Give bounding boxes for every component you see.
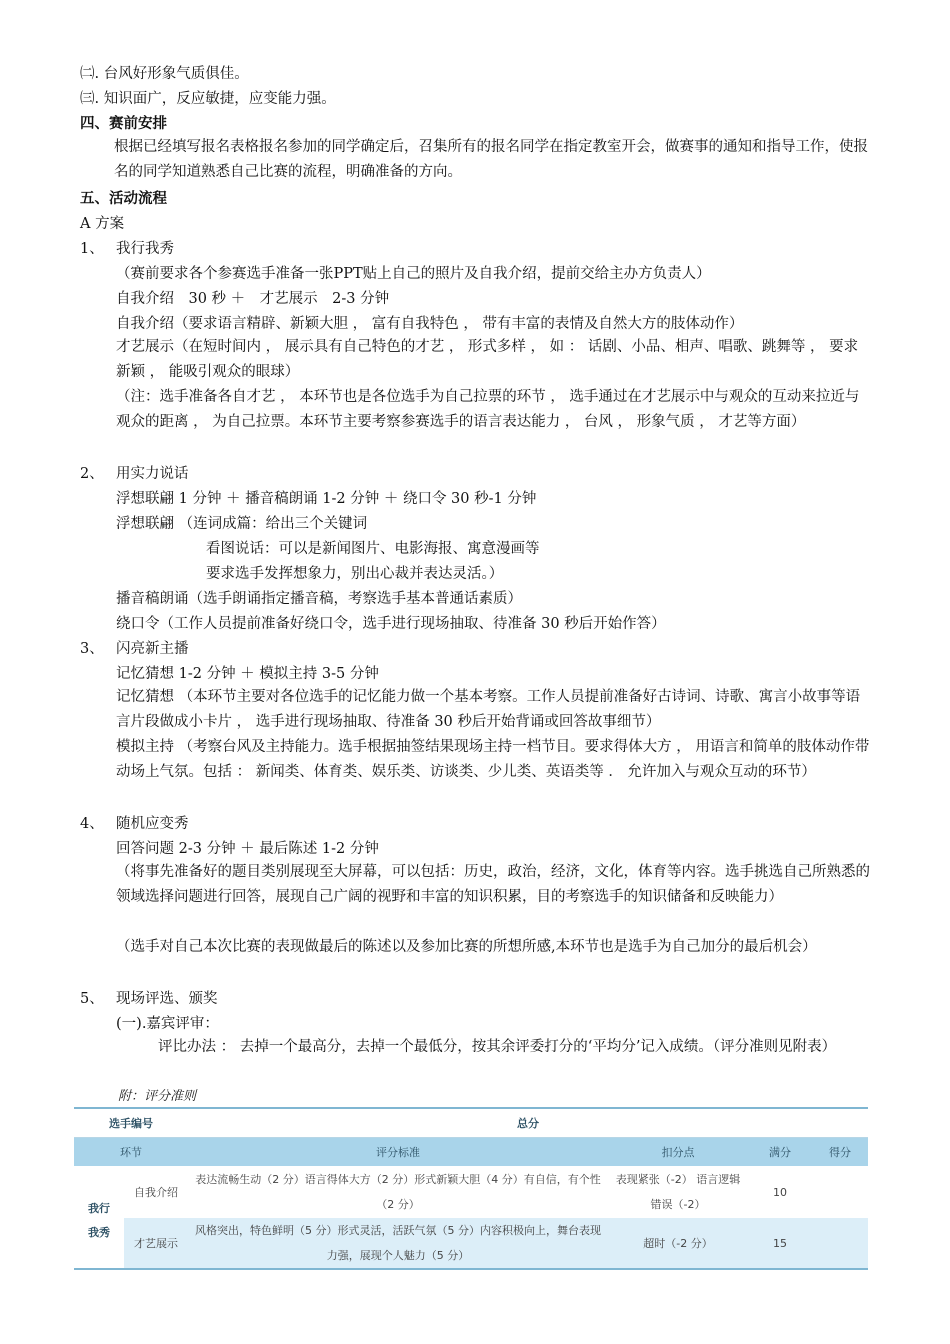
step-2-tongue-twister: 绕口令（工作人员提前准备好绕口令，选手进行现场抽取、待准备 30 秒后开始作答） xyxy=(116,616,666,632)
step-4-final-statement: （选手对自己本次比赛的表现做最后的陈述以及参加比赛的所想所感,本环节也是选手为自己加分的最后机会） xyxy=(116,939,817,955)
criteria-text: 表达流畅生动（2 分）语言得体大方（2 分）形式新颖大胆（4 分）有自信，有个性（2 分） xyxy=(195,1173,601,1211)
step-1-timing: 自我介绍 30 秒 ＋ 才艺展示 2-3 分钟 xyxy=(116,291,390,307)
step-2-recitation: 播音稿朗诵（选手朗诵指定播音稿，考察选手基本普通话素质） xyxy=(116,591,522,607)
step-5-guest-review: (一).嘉宾评审： xyxy=(116,1016,219,1032)
criteria-text: 风格突出，特色鲜明（5 分）形式灵活，活跃气氛（5 分）内容积极向上，舞台表现力强，展现个人魅力（5 分） xyxy=(188,1218,608,1269)
step-5-method: 评比办法 ： 去掉一个最高分，去掉一个最低分，按其余评委打分的‘平均分’记入成绩。（评分准则见附表） xyxy=(158,1039,837,1055)
deduction-text: 表现紧张（-2） 语言逻辑错误（-2） xyxy=(615,1173,741,1211)
criteria-item-3: ㈢. 知识面广，反应敏捷，应变能力强。 xyxy=(80,91,336,107)
category-label-1: 我行 xyxy=(74,1166,124,1218)
category-label-2: 我秀 xyxy=(74,1218,124,1269)
step-1-talent: 才艺展示（在短时间内 ， 展示具有自己特色的才艺 ， 形式多样 ， 如 ： 话剧、小品、相声、唱歌、跳舞等 ， 要求新颖 ， 能吸引观众的眼球） xyxy=(116,339,859,380)
scoring-table xyxy=(74,1107,868,1270)
criteria-header: 评分标准 xyxy=(188,1138,608,1167)
step-4-timing: 回答问题 2-3 分钟 ＋ 最后陈述 1-2 分钟 xyxy=(116,841,379,857)
segment-name: 才艺展示 xyxy=(124,1218,188,1269)
table-top-row xyxy=(74,1108,868,1138)
step-3-memory: 记忆猜想 （本环节主要对各位选手的记忆能力做一个基本考察。工作人员提前准备好古诗词、诗歌、寓言小故事等语言片段做成小卡片 ， 选手进行现场抽取、待准备 30 秒后开始背诵或回答故事细节） xyxy=(116,689,861,730)
total-score-header: 总分 xyxy=(188,1108,868,1138)
section-heading-4: 四、赛前安排 xyxy=(80,116,167,132)
step-4-number: 4、 xyxy=(80,816,104,832)
segment-header: 环节 xyxy=(74,1138,188,1167)
step-3-hosting: 模拟主持 （考察台风及主持能力。选手根据抽签结果现场主持一档节目。要求得体大方 ， 用语言和简单的肢体动作带动场上气氛。包括 ： 新闻类、体育类、娱乐类、访谈类、少儿类、英语类等 ． 允许加入与观众互动的环节） xyxy=(116,739,870,780)
step-1-self-intro: 自我介绍（要求语言精辟、新颖大胆 ， 富有自我特色 ， 带有丰富的表情及自然大方的肢体动作） xyxy=(116,316,744,332)
section-heading-5: 五、活动流程 xyxy=(80,191,167,207)
step-5-title: 现场评选、颁奖 xyxy=(116,991,218,1007)
full-marks: 15 xyxy=(748,1218,812,1269)
step-4-title: 随机应变秀 xyxy=(116,816,189,832)
table-row xyxy=(74,1218,868,1269)
step-4-questions: （将事先准备好的题目类别展现至大屏幕，可以包括：历史，政治，经济，文化，体育等内容。选手挑选自己所熟悉的领域选择问题进行回答，展现自己广阔的视野和丰富的知识积累，目的考察选手的知识储备和反映能力） xyxy=(116,864,870,905)
step-2-association: 浮想联翩 （连词成篇：给出三个关键词 xyxy=(116,516,368,532)
segment-name: 自我介绍 xyxy=(134,1185,178,1199)
table-header-row xyxy=(74,1138,868,1167)
appendix-label: 附：评分准则 xyxy=(118,1089,197,1104)
criteria-item-2: ㈡. 台风好形象气质俱佳。 xyxy=(80,66,249,82)
step-1-remark: （注：选手准备各自才艺 ， 本环节也是各位选手为自己拉票的环节 ， 选手通过在才艺展示中与观众的互动来拉近与观众的距离 ， 为自己拉票。本环节主要考察参赛选手的语言表达能力 ， 台风 ， 形象气质 ， 才艺等方面） xyxy=(116,389,860,430)
section-4-paragraph: 根据已经填写报名表格报名参加的同学确定后，召集所有的报名同学在指定教室开会，做赛事的通知和指导工作，使报名的同学知道熟悉自己比赛的流程，明确准备的方向。 xyxy=(114,139,868,180)
score-header: 得分 xyxy=(812,1138,868,1167)
step-1-title: 我行我秀 xyxy=(116,241,174,257)
contestant-number-header: 选手编号 xyxy=(74,1108,188,1138)
table-row xyxy=(74,1166,868,1218)
step-1-note: （赛前要求各个参赛选手准备一张PPT贴上自己的照片及自我介绍，提前交给主办方负责人） xyxy=(116,266,711,282)
score-cell[interactable] xyxy=(812,1166,868,1218)
full-marks: 10 xyxy=(773,1185,787,1199)
step-2-timing: 浮想联翩 1 分钟 ＋ 播音稿朗诵 1-2 分钟 ＋ 绕口令 30 秒-1 分钟 xyxy=(116,491,537,507)
step-5-number: 5、 xyxy=(80,991,104,1007)
plan-label: A 方案 xyxy=(80,216,125,232)
step-3-number: 3、 xyxy=(80,641,104,657)
step-2-title: 用实力说话 xyxy=(116,466,189,482)
step-3-timing: 记忆猜想 1-2 分钟 ＋ 模拟主持 3-5 分钟 xyxy=(116,666,379,682)
step-2-number: 2、 xyxy=(80,466,104,482)
full-marks-header: 满分 xyxy=(748,1138,812,1167)
score-cell[interactable] xyxy=(812,1218,868,1269)
step-1-number: 1、 xyxy=(80,241,104,257)
step-2-requirement: 要求选手发挥想象力，别出心裁并表达灵活。） xyxy=(206,566,504,582)
step-3-title: 闪亮新主播 xyxy=(116,641,189,657)
deduction-header: 扣分点 xyxy=(608,1138,748,1167)
step-2-picture-talk: 看图说话：可以是新闻图片、电影海报、寓意漫画等 xyxy=(206,541,540,557)
deduction-text: 超时（-2 分） xyxy=(608,1218,748,1269)
